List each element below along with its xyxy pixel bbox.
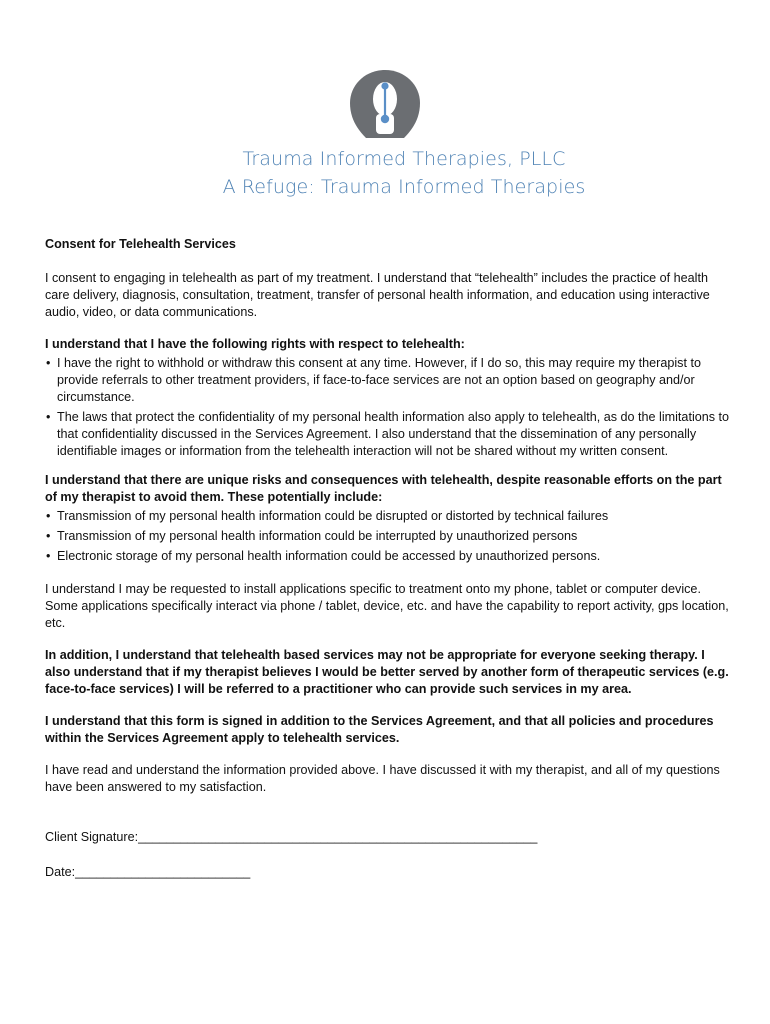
document-title: Consent for Telehealth Services [45,237,236,251]
organization-tagline: A Refuge: Trauma Informed Therapies [222,176,586,198]
list-item: • I have the right to withhold or withdraw this consent at any time. However, if I do so, this may require my therapist to provide referrals to other treatment providers, if face-to-face services are not an option based on geography and/or circumstance. [45,355,730,406]
addition-paragraph: In addition, I understand that telehealth based services may not be appropriate for everyone seeking therapy. I also understand that if my therapist believes I would be better served by another form of therapeutic services (e.g. face-to-face services) I will be referred to a practitioner who can provide such services in my area. [45,648,729,696]
figure-mark-icon [349,69,421,139]
list-item: • Transmission of my personal health information could be interrupted by unauthorized persons [45,528,730,545]
rights-list [45,355,730,460]
consent-document [45,236,730,881]
list-item: • Electronic storage of my personal health information could be accessed by unauthorized persons. [45,548,730,565]
list-item: • The laws that protect the confidentiality of my personal health information also apply to telehealth, as do the limitations to that confidentiality discussed in the Services Agreement. I also understand that the dissemination of any personally identifiable images or information from the telehealth interaction will not be shared without my written consent. [45,409,730,460]
risks-heading: I understand that there are unique risks and consequences with telehealth, despite reasonable efforts on the part of my therapist to avoid them. These potentially include: [45,473,722,504]
apps-paragraph: I understand I may be requested to install applications specific to treatment onto my phone, tablet or computer device. Some applications specifically interact via phone / tablet, device, etc. and have the capability to report activity, gps location, etc. [45,582,729,630]
rights-heading: I understand that I have the following rights with respect to telehealth: [45,337,465,351]
list-item: • Transmission of my personal health information could be disrupted or distorted by technical failures [45,508,730,525]
date-field[interactable]: Date:_________________________ [45,865,251,879]
risks-list [45,508,730,565]
acknowledgement-paragraph: I have read and understand the information provided above. I have discussed it with my therapist, and all of my questions have been answered to my satisfaction. [45,763,720,794]
agreement-paragraph: I understand that this form is signed in addition to the Services Agreement, and that all policies and procedures within the Services Agreement apply to telehealth services. [45,714,714,745]
intro-paragraph: I consent to engaging in telehealth as part of my treatment. I understand that “telehealth” includes the practice of health care delivery, diagnosis, consultation, treatment, transfer of personal health information, and education using interactive audio, video, or data communications. [45,271,710,319]
organization-name: Trauma Informed Therapies, PLLC [242,148,566,170]
client-signature-field[interactable]: Client Signature:_________________________________________________________ [45,830,538,844]
